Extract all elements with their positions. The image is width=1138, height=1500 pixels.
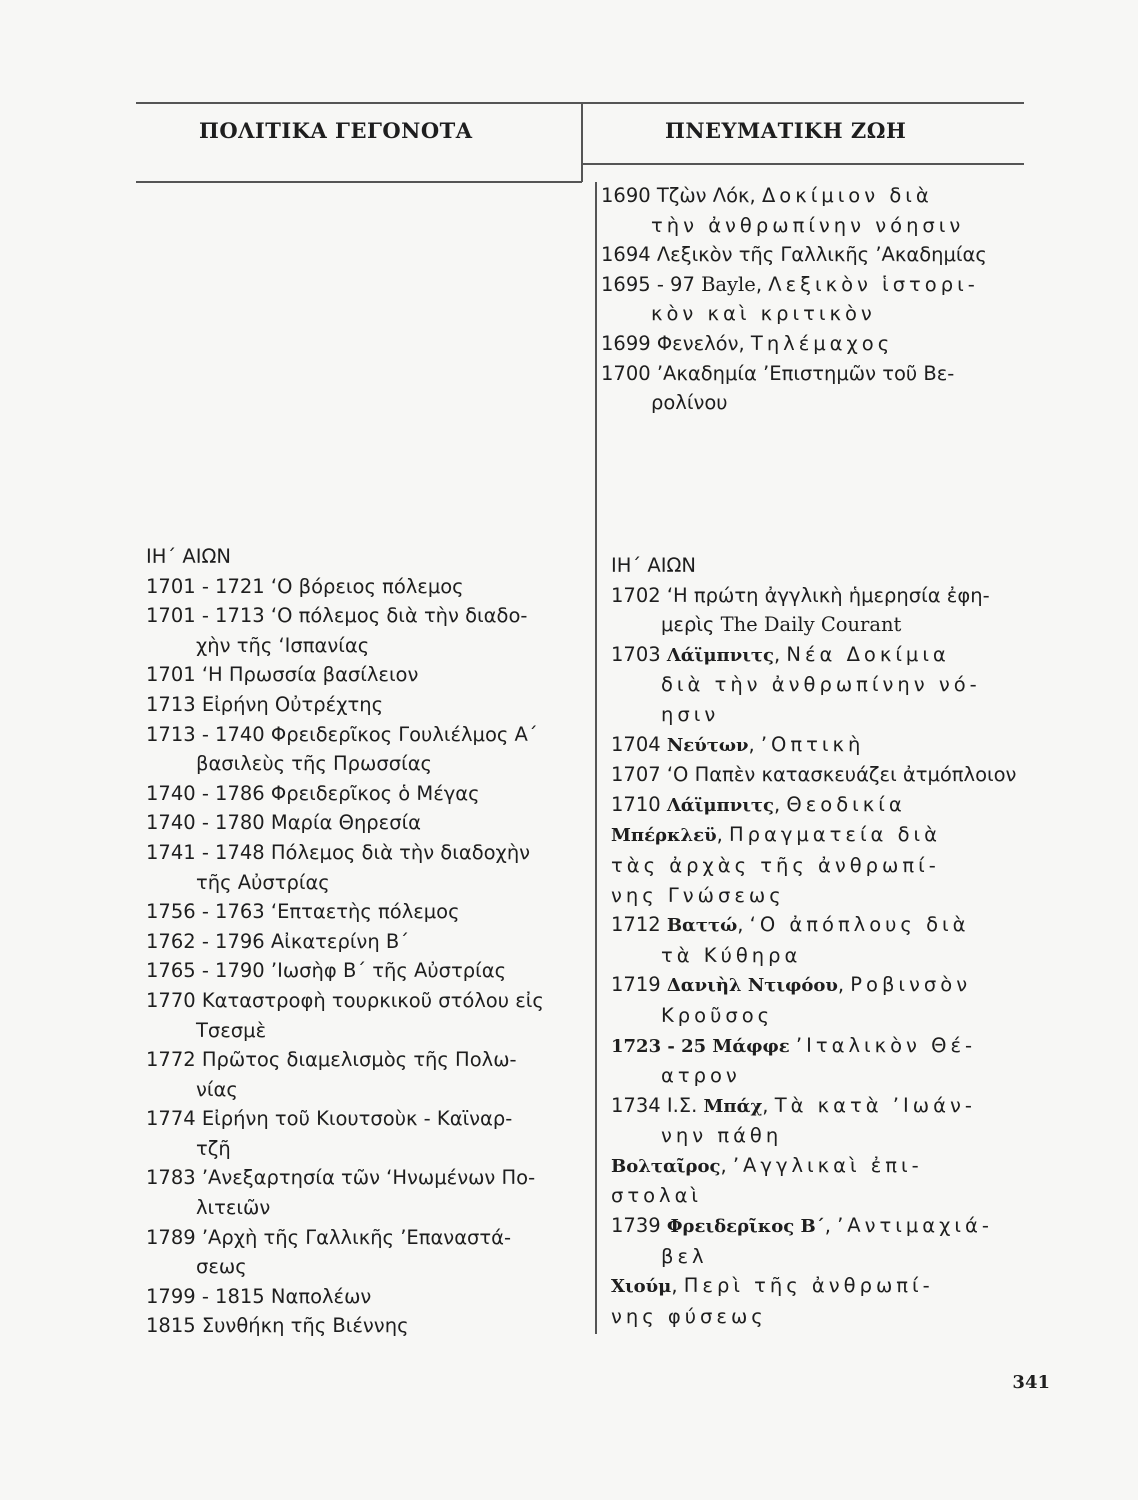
- political-event: [146, 1282, 544, 1312]
- political-event: [146, 660, 544, 690]
- entry-text: ,: [720, 1153, 733, 1177]
- entry-line: [146, 1282, 544, 1312]
- work-title: Τηλέμαχος: [750, 331, 894, 355]
- entry-line: [146, 601, 544, 631]
- entry-text: νίας: [196, 1077, 238, 1101]
- entry-text: σεως: [196, 1255, 247, 1279]
- political-event: [146, 601, 544, 660]
- intellectual-entry: [611, 910, 1016, 970]
- entry-text: 1762 - 1796 Αἰκατερίνη Β΄: [146, 929, 410, 953]
- entry-line: [611, 760, 1016, 790]
- entry-text: ,: [671, 1274, 684, 1298]
- entry-continuation-line: [661, 1061, 1016, 1091]
- left-century-heading: ΙΗ΄ ΑΙΩΝ: [146, 545, 231, 568]
- political-event: [146, 927, 544, 957]
- intellectual-entry: [611, 1211, 1016, 1271]
- entry-text: 1701 - 1713 ‘Ο πόλεμος διὰ τὴν διαδο-: [146, 604, 528, 628]
- author-name: Φρειδερῖκος Β΄: [666, 1216, 825, 1238]
- entry-text: ,: [748, 732, 761, 756]
- political-event: [146, 838, 544, 897]
- entry-text: Τσεσμὲ: [196, 1018, 267, 1042]
- political-event: [146, 986, 544, 1045]
- entry-text: 1710: [611, 792, 667, 816]
- political-event: [146, 1163, 544, 1222]
- intellectual-entry: [601, 270, 987, 329]
- work-title: νης φύσεως: [611, 1304, 767, 1328]
- entry-line: [146, 660, 544, 690]
- work-title: στολαὶ: [611, 1184, 703, 1208]
- entry-text: 1756 - 1763 ‘Επταετὴς πόλεμος: [146, 900, 460, 924]
- work-title: ’Ιταλικὸν Θέ-: [795, 1033, 977, 1057]
- work-title: Τὰ κατὰ ’Ιωάν-: [774, 1093, 976, 1117]
- entry-continuation-line: [196, 868, 544, 898]
- column-divider-lower: [595, 182, 597, 1334]
- author-name: Λάϊμπνιτς: [666, 644, 774, 666]
- work-title: Πραγματεία διὰ: [728, 823, 941, 847]
- entry-text: 1704: [611, 732, 667, 756]
- left-events-list: [146, 572, 544, 1341]
- entry-line: [611, 1271, 1016, 1302]
- page-number: 341: [1012, 1372, 1050, 1393]
- entry-continuation-line: [651, 388, 987, 418]
- entry-line: [611, 730, 1016, 761]
- entry-continuation-line: [196, 1075, 544, 1105]
- entry-text: βασιλεὺς τῆς Πρωσσίας: [196, 752, 432, 776]
- entry-text: 1799 - 1815 Ναπολέων: [146, 1284, 372, 1308]
- intellectual-entry: [611, 1031, 1016, 1091]
- work-title: Θεοδικία: [786, 792, 906, 816]
- entry-continuation-line: [611, 881, 1016, 911]
- author-name: 1723 - 25: [611, 1035, 713, 1057]
- intellectual-entry: [611, 1151, 1016, 1211]
- entry-text: τῆς Αὐστρίας: [196, 870, 330, 894]
- entry-line: [146, 690, 544, 720]
- entry-text: ,: [773, 642, 787, 666]
- political-event: [146, 897, 544, 927]
- work-title: νης Γνώσεως: [611, 883, 785, 907]
- work-title: κὸν καὶ κριτικὸν: [651, 302, 876, 326]
- entry-continuation-line: [661, 941, 1016, 971]
- right-century-heading: ΙΗ΄ ΑΙΩΝ: [611, 554, 696, 577]
- entry-continuation-line: [661, 670, 1016, 700]
- political-event: [146, 1104, 544, 1163]
- political-event: [146, 1223, 544, 1282]
- entry-text: 1701 ‘Η Πρωσσία βασίλειον: [146, 663, 419, 687]
- entry-line: [611, 1031, 1016, 1062]
- entry-text: 1700 ’Ακαδημία ’Επιστημῶν τοῦ Βε-: [601, 361, 955, 385]
- intellectual-entry: [611, 760, 1016, 790]
- entry-continuation-line: [651, 211, 987, 241]
- entry-text: 1765 - 1790 ’Ιωσὴφ Β΄ τῆς Αὐστρίας: [146, 959, 507, 983]
- intellectual-entry: [611, 640, 1016, 730]
- entry-text: 1707 ‘Ο Παπὲν κατασκευάζει ἀτμόπλοιον: [611, 763, 1017, 787]
- entry-text: μερὶς: [661, 613, 721, 637]
- entry-line: [146, 572, 544, 602]
- entry-line: [146, 1045, 544, 1075]
- work-title: Κροῦσος: [661, 1003, 774, 1027]
- entry-line: [611, 1151, 1016, 1182]
- political-event: [146, 1311, 544, 1341]
- author-name: Λάϊμπνιτς: [666, 794, 774, 816]
- entry-continuation-line: [196, 749, 544, 779]
- entry-line: [146, 808, 544, 838]
- entry-text: 1815 Συνθήκη τῆς Βιέννης: [146, 1314, 409, 1338]
- right-events-list: [611, 581, 1016, 1332]
- entry-line: [146, 1223, 544, 1253]
- entry-line: [146, 1311, 544, 1341]
- header-bottom-rule-left: [136, 181, 582, 183]
- author-name: Δανιὴλ Ντιφόου: [666, 975, 838, 997]
- entry-text: ,: [737, 913, 750, 937]
- entry-text: 1789 ’Αρχὴ τῆς Γαλλικῆς ’Επαναστά-: [146, 1225, 512, 1249]
- entry-text: 1702 ‘Η πρώτη ἀγγλικὴ ἡμερησία ἐφη-: [611, 583, 990, 607]
- entry-continuation-line: [651, 299, 987, 329]
- intellectual-entry: [601, 181, 987, 240]
- right-top-entries: [601, 181, 987, 418]
- entry-text: ,: [755, 272, 769, 296]
- entry-line: [611, 790, 1016, 821]
- intellectual-entry: [611, 1271, 1016, 1331]
- entry-continuation-line: [196, 1016, 544, 1046]
- entry-text: ρολίνου: [651, 391, 728, 415]
- entry-text: 1740 - 1780 Μαρία Θηρεσία: [146, 811, 422, 835]
- political-event: [146, 956, 544, 986]
- intellectual-entry: [601, 240, 987, 270]
- work-title: τὰ Κύθηρα: [661, 943, 802, 967]
- entry-text: 1713 - 1740 Φρειδερῖκος Γουλιέλμος Α΄: [146, 722, 538, 746]
- header-bottom-rule-right: [582, 163, 1024, 165]
- work-title: ‘Ο ἀπόπλους διὰ: [749, 913, 970, 937]
- entry-text: 1694 Λεξικὸν τῆς Γαλλικῆς ’Ακαδημίας: [601, 243, 987, 267]
- entry-line: [611, 581, 1016, 611]
- entry-text: 1783 ’Ανεξαρτησία τῶν ‘Ηνωμένων Πο-: [146, 1166, 536, 1190]
- intellectual-entry: [611, 970, 1016, 1030]
- entry-text: 1703: [611, 642, 667, 666]
- entry-continuation-line: [196, 631, 544, 661]
- right-column-events: [611, 551, 1016, 1331]
- author-name: Μάφφε: [712, 1035, 790, 1057]
- author-name: Βολταῖρος: [611, 1155, 721, 1177]
- work-title: Νέα Δοκίμια: [786, 642, 950, 666]
- entry-continuation-line: [196, 1193, 544, 1223]
- entry-line: [146, 986, 544, 1016]
- entry-line: [611, 910, 1016, 941]
- political-event: [146, 720, 544, 779]
- entry-continuation-line: [611, 1181, 1016, 1211]
- entry-line: [146, 1104, 544, 1134]
- entry-continuation-line: [611, 1302, 1016, 1332]
- entry-text: ,: [824, 1214, 838, 1238]
- entry-line: [146, 956, 544, 986]
- entry-continuation-line: [661, 1001, 1016, 1031]
- entry-line: [601, 359, 987, 389]
- entry-text: 1772 Πρῶτος διαμελισμὸς τῆς Πολω-: [146, 1048, 517, 1072]
- intellectual-entry: [611, 1091, 1016, 1151]
- entry-text: 1690 Τζὼν Λόκ,: [601, 184, 762, 207]
- entry-text: 1770 Καταστροφὴ τουρκικοῦ στόλου εἰς: [146, 988, 544, 1012]
- entry-text: τζῆ: [196, 1136, 231, 1160]
- entry-text: ,: [773, 792, 787, 816]
- entry-text: 1695 - 97: [601, 272, 702, 296]
- entry-line: [146, 897, 544, 927]
- intellectual-entry: [601, 359, 987, 418]
- work-title: διὰ τὴν ἀνθρωπίνην νό-: [661, 673, 981, 697]
- intellectual-entry: [611, 581, 1016, 640]
- entry-line: [146, 838, 544, 868]
- entry-text: ,: [716, 823, 729, 847]
- work-title: Περὶ τῆς ἀνθρωπί-: [683, 1274, 934, 1298]
- entry-line: [601, 329, 987, 359]
- entry-continuation-line: [661, 1242, 1016, 1272]
- entry-text: Bayle: [701, 272, 756, 296]
- entry-text: 1774 Εἰρήνη τοῦ Κιουτσοὺκ - Καϊναρ-: [146, 1107, 513, 1131]
- author-name: Νεύτων: [666, 734, 749, 756]
- entry-line: [611, 640, 1016, 671]
- entry-text: 1712: [611, 913, 667, 937]
- work-title: ’Αντιμαχιά-: [837, 1214, 993, 1238]
- work-title: Ροβινσὸν: [850, 973, 972, 997]
- intellectual-entry: [611, 730, 1016, 761]
- work-title: νην πάθη: [661, 1124, 783, 1148]
- author-name: Χιούμ: [611, 1276, 672, 1298]
- entry-text: 1713 Εἰρήνη Οὐτρέχτης: [146, 692, 384, 716]
- right-column-header: ΠΝΕΥΜΑΤΙΚΗ ΖΩΗ: [665, 118, 907, 143]
- political-event: [146, 808, 544, 838]
- entry-line: [146, 720, 544, 750]
- entry-text: The Daily Courant: [720, 613, 902, 637]
- author-name: Βαττώ: [666, 915, 738, 937]
- political-event: [146, 690, 544, 720]
- entry-continuation-line: [196, 1134, 544, 1164]
- entry-line: [611, 970, 1016, 1001]
- entry-text: 1739: [611, 1214, 667, 1238]
- entry-continuation-line: [661, 700, 1016, 730]
- entry-line: [146, 1163, 544, 1193]
- author-name: Μπάχ: [703, 1095, 763, 1117]
- entry-text: ,: [837, 973, 851, 997]
- entry-line: [601, 240, 987, 270]
- left-column-header: ΠΟΛΙΤΙΚΑ ΓΕΓΟΝΟΤΑ: [199, 118, 473, 143]
- entry-line: [611, 1211, 1016, 1242]
- entry-continuation-line: [196, 1252, 544, 1282]
- entry-text: 1699 Φενελόν,: [601, 331, 751, 355]
- author-name: Μπέρκλεϋ: [611, 825, 717, 847]
- work-title: ’Αγγλικαὶ ἐπι-: [732, 1153, 923, 1177]
- entry-text: 1734 Ι.Σ.: [611, 1093, 704, 1117]
- political-event: [146, 1045, 544, 1104]
- left-column-events: [146, 542, 544, 1341]
- column-divider: [581, 102, 583, 182]
- entry-line: [146, 779, 544, 809]
- entry-line: [601, 181, 987, 211]
- entry-line: [146, 927, 544, 957]
- work-title: βελ: [661, 1244, 708, 1268]
- intellectual-entry: [611, 820, 1016, 910]
- top-rule: [136, 102, 1024, 104]
- entry-line: [611, 1091, 1016, 1122]
- entry-text: 1719: [611, 973, 667, 997]
- work-title: ’Οπτικὴ: [760, 732, 865, 756]
- entry-continuation-line: [661, 610, 1016, 640]
- intellectual-entry: [601, 329, 987, 359]
- work-title: ησιν: [661, 702, 720, 726]
- entry-text: λιτειῶν: [196, 1196, 271, 1220]
- entry-text: 1740 - 1786 Φρειδερῖκος ὁ Μέγας: [146, 781, 480, 805]
- political-event: [146, 779, 544, 809]
- entry-continuation-line: [661, 1121, 1016, 1151]
- entry-continuation-line: [611, 851, 1016, 881]
- entry-text: χὴν τῆς ‘Ισπανίας: [196, 633, 370, 657]
- entry-line: [611, 820, 1016, 851]
- work-title: Δοκίμιον διὰ: [761, 184, 933, 207]
- work-title: τὰς ἀρχὰς τῆς ἀνθρωπί-: [611, 853, 940, 877]
- entry-line: [601, 270, 987, 300]
- work-title: ατρον: [661, 1064, 741, 1088]
- political-event: [146, 572, 544, 602]
- entry-text: 1741 - 1748 Πόλεμος διὰ τὴν διαδοχὴν: [146, 840, 531, 864]
- entry-text: 1701 - 1721 ‘Ο βόρειος πόλεμος: [146, 574, 464, 598]
- intellectual-entry: [611, 790, 1016, 821]
- entry-text: ,: [762, 1093, 775, 1117]
- work-title: τὴν ἀνθρωπίνην νόησιν: [651, 213, 965, 237]
- work-title: Λεξικὸν ἱστορι-: [768, 272, 979, 296]
